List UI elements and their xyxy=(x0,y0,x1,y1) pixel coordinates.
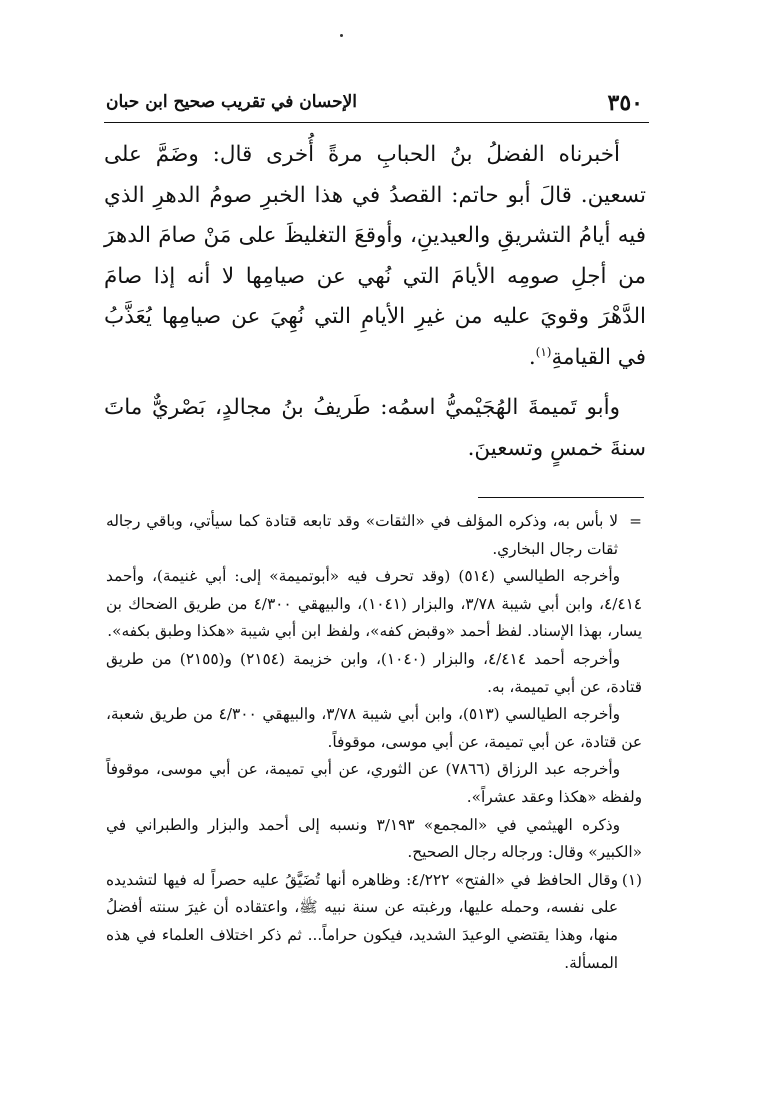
main-paragraph: وأبو تَميمةَ الهُجَيْميُّ اسمُه: طَريفُ بنُ مجالدٍ، بَصْريٌّ ماتَ سنةَ خمسٍ وتسعينَ. xyxy=(104,395,646,461)
main-paragraph xyxy=(104,135,646,378)
note-marker: (١) xyxy=(621,870,642,889)
footnote-reference: (١) xyxy=(535,344,552,359)
page-header xyxy=(104,88,649,123)
footnote-note xyxy=(106,867,642,977)
continuation-marker: = xyxy=(629,512,642,530)
footnotes xyxy=(106,508,642,977)
main-paragraph-text: أخبرناه الفضلُ بنُ الحبابِ مرةً أُخرى قال: وضَمَّ على تسعين. قالَ أبو حاتم: القصدُ في هذا الخبرِ صومُ الدهرِ الذي فيه أيامُ التشريقِ والعيدينِ، وأوقعَ التغليظَ على مَنْ صامَ الدهرَ من أجلِ صومِه الأيامَ التي نُهي عن صيامِها لا أنه إذا صامَ الدَّهْرَ وقويَ عليه من غيرِ الأيامِ التي نُهِيَ عن صيامِها يُعَذَّبُ في القيامةِ xyxy=(104,142,646,370)
main-text xyxy=(104,135,646,469)
footnote-continuation-text: لا بأس به، وذكره المؤلف في «الثقات» وقد تابعه قتادة كما سيأتي، وباقي رجاله ثقات رجال البخاري. xyxy=(106,512,618,558)
footnote-reference-tail: . xyxy=(528,344,536,370)
footnote-paragraph: وأخرجه عبد الرزاق (٧٨٦٦) عن الثوري، عن أبي تميمة، عن أبي موسى، موقوفاً ولفظه «هكذا وعقد عشراً». xyxy=(106,760,642,806)
footnote-paragraph: وأخرجه أحمد ٤/٤١٤، والبزار (١٠٤٠)، وابن خزيمة (٢١٥٤) و(٢١٥٥) من طريق قتادة، عن أبي تميمة، به. xyxy=(106,649,642,696)
scan-speck xyxy=(340,34,343,37)
page-number: ٣٥٠ xyxy=(607,90,643,116)
footnote-separator xyxy=(478,497,644,498)
footnote-paragraph: وأخرجه الطيالسي (٥١٣)، وابن أبي شيبة ٣/٧٨، والبيهقي ٤/٣٠٠ من طريق شعبة، عن قتادة، عن أبي تميمة، عن أبي موسى، موقوفاً. xyxy=(106,705,642,751)
footnote-continuation xyxy=(106,508,642,563)
running-title: الإحسان في تقريب صحيح ابن حبان xyxy=(106,92,357,112)
footnote-note-text: وقال الحافظ في «الفتح» ٤/٢٢٢: وظاهره أنها تُضَيَّقُ عليه حصراً له فيها لتشديده على نفسه، وحمله عليها، ورغبته عن سنة نبيه ﷺ، واعتقاده أن غيرَ سنته أفضلُ منها، وهذا يقتضي الوعيدَ الشديد، فيكون حراماً... ثم ذكر اختلاف العلماء في هذه المسألة. xyxy=(106,870,619,972)
footnote-paragraph: وأخرجه الطيالسي (٥١٤) (وقد تحرف فيه «أبوتميمة» إلى: أبي غنيمة)، وأحمد ٤/٤١٤، وابن أبي شيبة ٣/٧٨، والبزار (١٠٤١)، والبيهقي ٤/٣٠٠ من طريق الضحاك بن يسار، بهذا الإسناد. لفظ أحمد «وقبض كفه»، ولفظ ابن أبي شيبة «هكذا وطبق بكفه». xyxy=(106,567,643,641)
footnote-paragraph: وذكره الهيثمي في «المجمع» ٣/١٩٣ ونسبه إلى أحمد والبزار والطبراني في «الكبير» وقال: ورجاله رجال الصحيح. xyxy=(106,815,642,862)
